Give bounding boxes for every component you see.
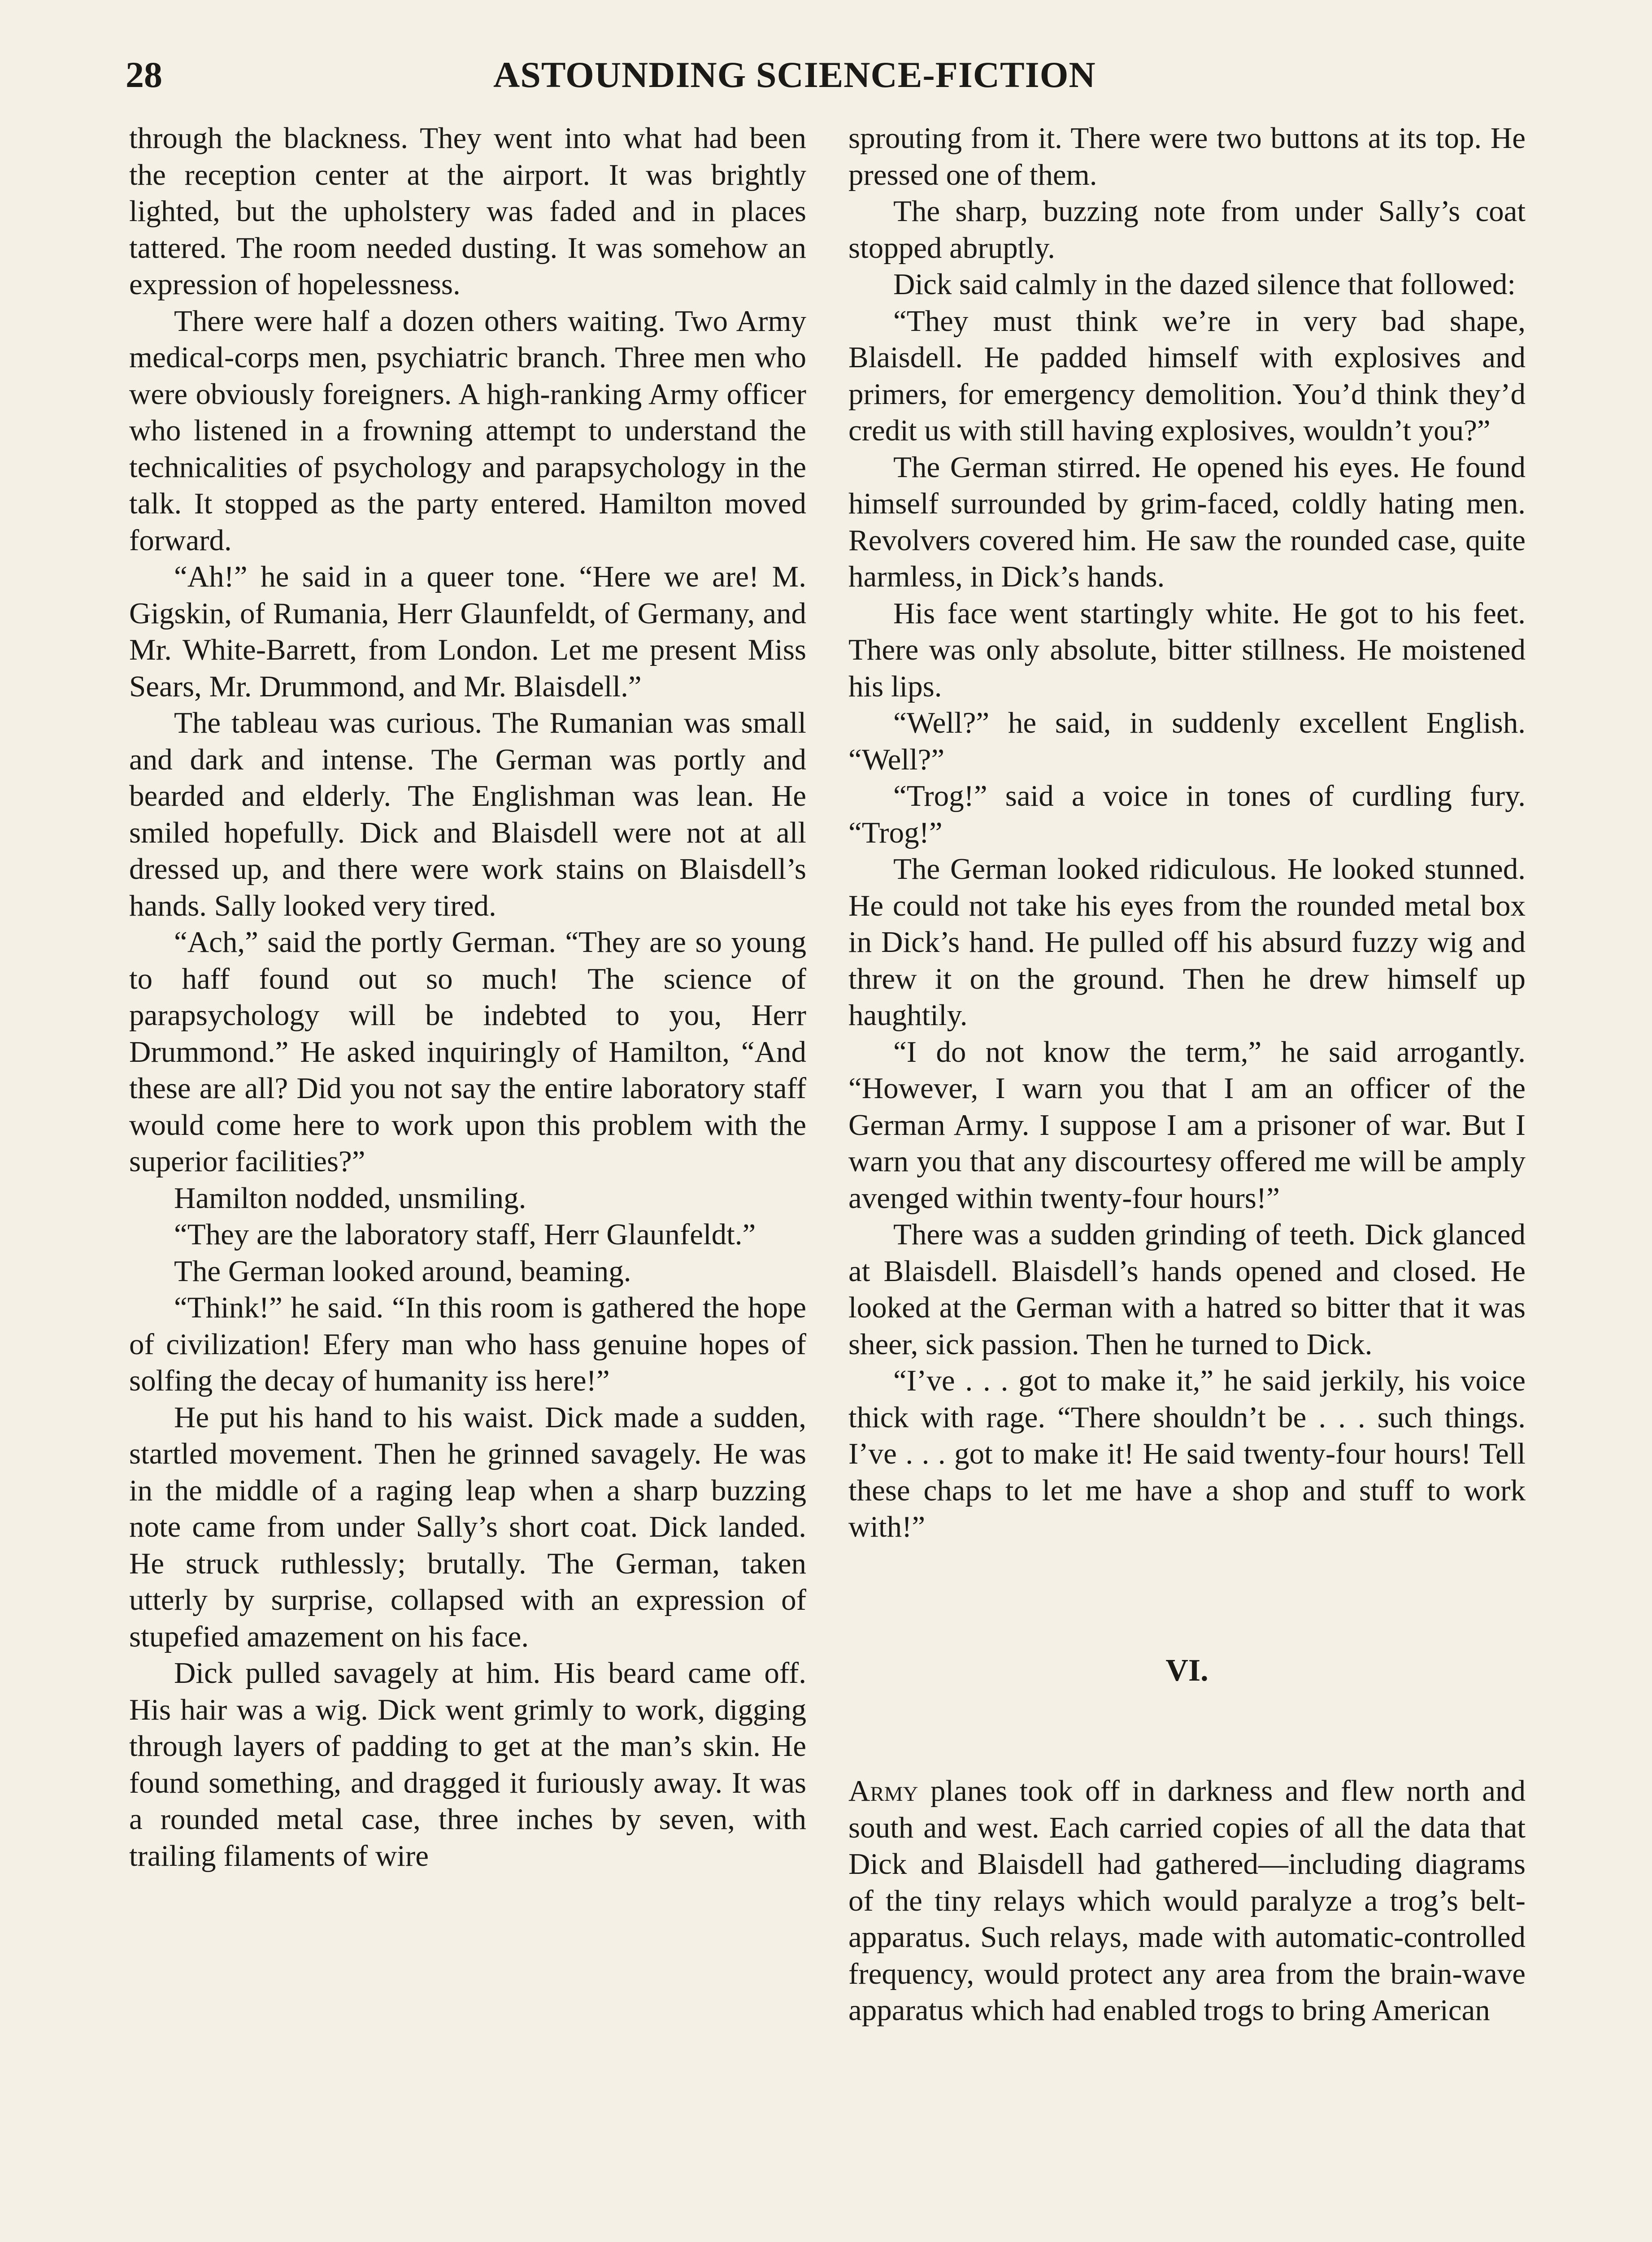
page-number: 28 <box>126 54 162 95</box>
section-paragraph <box>848 1773 1526 2029</box>
paragraph: “Trog!” said a voice in tones of curdling fury. “Trog!” <box>848 779 1526 849</box>
paragraph: through the blackness. They went into what had been the reception center at the airport. It was brightly lighted, but the upholstery was faded and in places tattered. The room needed dusting. It was somehow an expression of hopelessness. <box>129 122 806 301</box>
paragraph: Dick said calmly in the dazed silence that followed: <box>893 268 1516 301</box>
paragraph: “Ah!” he said in a queer tone. “Here we are! M. Gigskin, of Rumania, Herr Glaunfeldt, of Germany, and Mr. White-Barrett, from London. Let me present Miss Sears, Mr. Drummond, and Mr. Blaisdell.” <box>129 560 806 703</box>
section-heading: VI. <box>1165 1653 1209 1688</box>
paragraph: There was a sudden grinding of teeth. Dick glanced at Blaisdell. Blaisdell’s hands opened and closed. He looked at the German with a hatred so bitter that it was sheer, sick passion. Then he turned to Dick. <box>848 1218 1526 1361</box>
paragraph: He put his hand to his waist. Dick made a sudden, startled movement. Then he grinned savagely. He was in the middle of a raging leap when a sharp buzzing note came from under Sally’s short coat. Dick landed. He struck ruthlessly; brutally. The German, taken utterly by surprise, collapsed with an expression of stupefied amazement on his face. <box>129 1400 806 1653</box>
paragraph: The German looked around, beaming. <box>174 1254 631 1288</box>
paragraph: “Ach,” said the portly German. “They are so young to haff found out so much! The science of parapsychology will be indebted to you, Herr Drummond.” He asked inquiringly of Hamilton, “And these are all? Did you not say the entire laboratory staff would come here to work upon this problem with the superior facilities?” <box>129 925 806 1178</box>
paragraph: “They are the laboratory staff, Herr Glaunfeldt.” <box>174 1218 756 1251</box>
paragraph: Hamilton nodded, unsmiling. <box>174 1181 526 1215</box>
paragraph: There were half a dozen others waiting. Two Army medical-corps men, psychiatric branch. Three men who were obviously foreigners. A high-ranking Army officer who listened in a frowning attempt to understand the technicalities of psychology and parapsychology in the talk. It stopped as the party entered. Hamilton moved forward. <box>129 304 806 557</box>
paragraph: “I’ve . . . got to make it,” he said jerkily, his voice thick with rage. “There shouldn’t be . . . such things. I’ve . . . got to make it! He said twenty-four hours! Tell these chaps to let me have a shop and stuff to work with!” <box>848 1364 1526 1543</box>
running-title: ASTOUNDING SCIENCE-FICTION <box>493 54 1096 95</box>
paragraph: Dick pulled savagely at him. His beard came off. His hair was a wig. Dick went grimly to work, digging through layers of padding to get at the man’s skin. He found something, and dragged it furiously away. It was a rounded metal case, three inches by seven, with trailing filaments of wire <box>129 1656 806 1873</box>
paragraph: sprouting from it. There were two buttons at its top. He pressed one of them. <box>848 122 1526 191</box>
paragraph: “Think!” he said. “In this room is gathered the hope of civilization! Efery man who hass genuine hopes of solfing the decay of humanity iss here!” <box>129 1291 806 1397</box>
paragraph: The tableau was curious. The Rumanian was small and dark and intense. The German was portly and bearded and elderly. The Englishman was lean. He smiled hopefully. Dick and Blaisdell were not at all dressed up, and there were work stains on Blaisdell’s hands. Sally looked very tired. <box>129 706 806 922</box>
paragraph: “They must think we’re in very bad shape, Blaisdell. He padded himself with explosives and primers, for emergency demolition. You’d think they’d credit us with still having explosives, wouldn’t you?” <box>848 304 1526 447</box>
paragraph: His face went startingly white. He got to his feet. There was only absolute, bitter stillness. He moistened his lips. <box>848 596 1526 703</box>
page-header <box>126 54 1535 108</box>
right-column <box>848 120 1526 2029</box>
paragraph: The German stirred. He opened his eyes. He found himself surrounded by grim-faced, coldly hating men. Revolvers covered him. He saw the rounded case, quite harmless, in Dick’s hands. <box>848 450 1526 593</box>
paragraph: The sharp, buzzing note from under Sally’s coat stopped abruptly. <box>848 195 1526 265</box>
paragraph: The German looked ridiculous. He looked stunned. He could not take his eyes from the rounded metal box in Dick’s hand. He pulled off his absurd fuzzy wig and threw it on the ground. Then he drew himself up haughtily. <box>848 852 1526 1032</box>
section-lead-word: Army <box>848 1774 918 1808</box>
paragraph: “Well?” he said, in suddenly excellent English. “Well?” <box>848 706 1526 776</box>
paragraph: “I do not know the term,” he said arrogantly. “However, I warn you that I am an officer of the German Army. I suppose I am a prisoner of war. But I warn you that any discourtesy offered me will be amply avenged within twenty-four hours!” <box>848 1035 1526 1215</box>
left-column <box>129 120 806 1874</box>
section-paragraph-text: planes took off in darkness and flew north and south and west. Each carried copies of all the data that Dick and Blaisdell had gathered—including diagrams of the tiny relays which would paralyze a trog’s belt-apparatus. Such relays, made with automatic-controlled frequency, would protect any area from the brain-wave apparatus which had enabled trogs to bring American <box>848 1774 1526 2027</box>
